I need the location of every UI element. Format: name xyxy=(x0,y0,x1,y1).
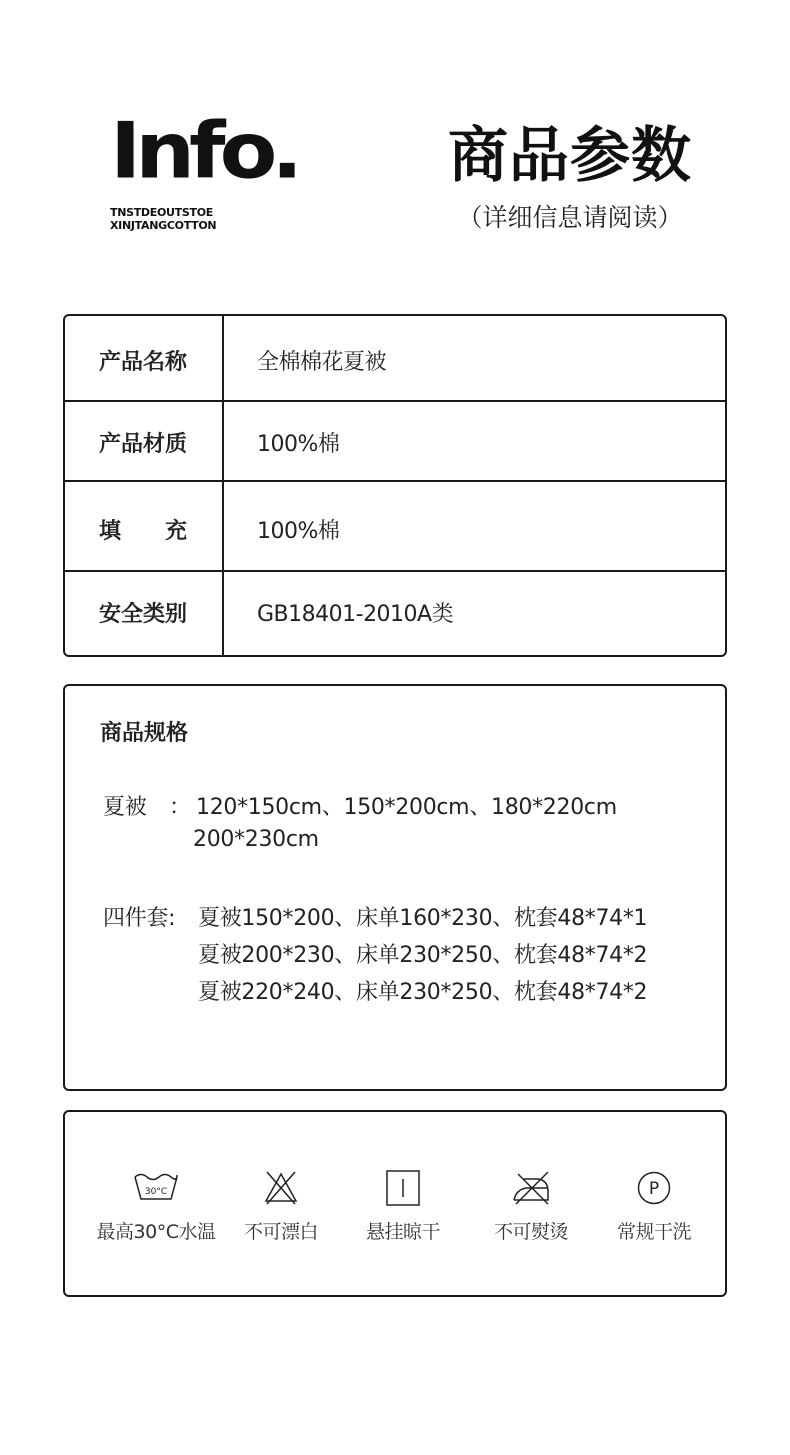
care-label-hang-dry: 悬挂晾干 xyxy=(365,1221,440,1243)
care-item-no-iron xyxy=(461,1169,601,1244)
logo-wordmark: Info. xyxy=(110,105,298,196)
care-label-no-iron: 不可熨烫 xyxy=(493,1221,568,1243)
care-label-no-bleach: 不可漂白 xyxy=(243,1221,318,1243)
spec-set-label: 四件套: xyxy=(103,906,176,931)
logo-tagline-line1: TNSTDEOUTSTOE xyxy=(110,206,213,219)
care-item-wash xyxy=(86,1169,226,1244)
page-title: 商品参数 xyxy=(448,121,692,191)
page-title-block xyxy=(440,120,700,234)
care-item-dry-clean xyxy=(584,1169,724,1244)
brand-logo xyxy=(110,105,360,232)
wash-temp-text: 30°C xyxy=(144,1187,168,1197)
care-label-wash: 最高30°C水温 xyxy=(96,1221,216,1243)
care-item-no-bleach xyxy=(211,1169,351,1244)
spec-quilt-sizes-line2: 200*230cm xyxy=(193,827,319,852)
spec-quilt-colon: ： xyxy=(169,795,191,820)
dry-clean-letter: P xyxy=(648,1179,660,1199)
table-row-divider xyxy=(65,400,725,402)
logo-tagline-line2: XINJTANGCOTTON xyxy=(110,219,217,232)
param-label-safety: 安全类别 xyxy=(99,602,188,627)
param-value-safety: GB18401-2010A类 xyxy=(257,602,454,627)
specification-box xyxy=(63,684,727,1091)
param-label-filling-char1: 填 xyxy=(99,519,122,544)
param-value-name: 全棉棉花夏被 xyxy=(257,350,387,375)
dry-clean-p-icon xyxy=(636,1169,672,1207)
care-label-dry-clean: 常规干洗 xyxy=(616,1221,691,1243)
table-column-divider xyxy=(222,316,224,655)
spec-set-line: 夏被220*240、床单230*250、枕套48*74*2 xyxy=(198,980,648,1005)
spec-quilt-sizes-line1: 120*150cm、150*200cm、180*220cm xyxy=(196,795,617,820)
param-label-name: 产品名称 xyxy=(99,350,188,375)
param-label-filling xyxy=(99,514,199,545)
page-subtitle: （详细信息请阅读） xyxy=(457,203,683,232)
hang-dry-icon xyxy=(385,1169,421,1207)
wash-30-icon xyxy=(132,1169,180,1207)
spec-set-line: 夏被150*200、床单160*230、枕套48*74*1 xyxy=(198,906,648,931)
no-iron-icon xyxy=(510,1169,552,1207)
param-value-filling: 100%棉 xyxy=(257,519,340,544)
param-value-material: 100%棉 xyxy=(257,432,340,457)
table-row-divider xyxy=(65,480,725,482)
param-label-filling-char2: 充 xyxy=(165,519,188,544)
table-row-divider xyxy=(65,570,725,572)
spec-set-line: 夏被200*230、床单230*250、枕套48*74*2 xyxy=(198,943,648,968)
param-label-material: 产品材质 xyxy=(99,432,188,457)
no-bleach-icon xyxy=(263,1169,299,1207)
spec-quilt-label: 夏被 xyxy=(103,795,147,820)
logo-tagline xyxy=(110,206,360,232)
parameters-table xyxy=(63,314,727,657)
care-instructions-box xyxy=(63,1110,727,1297)
care-item-hang-dry xyxy=(333,1169,473,1244)
spec-title: 商品规格 xyxy=(100,721,189,746)
